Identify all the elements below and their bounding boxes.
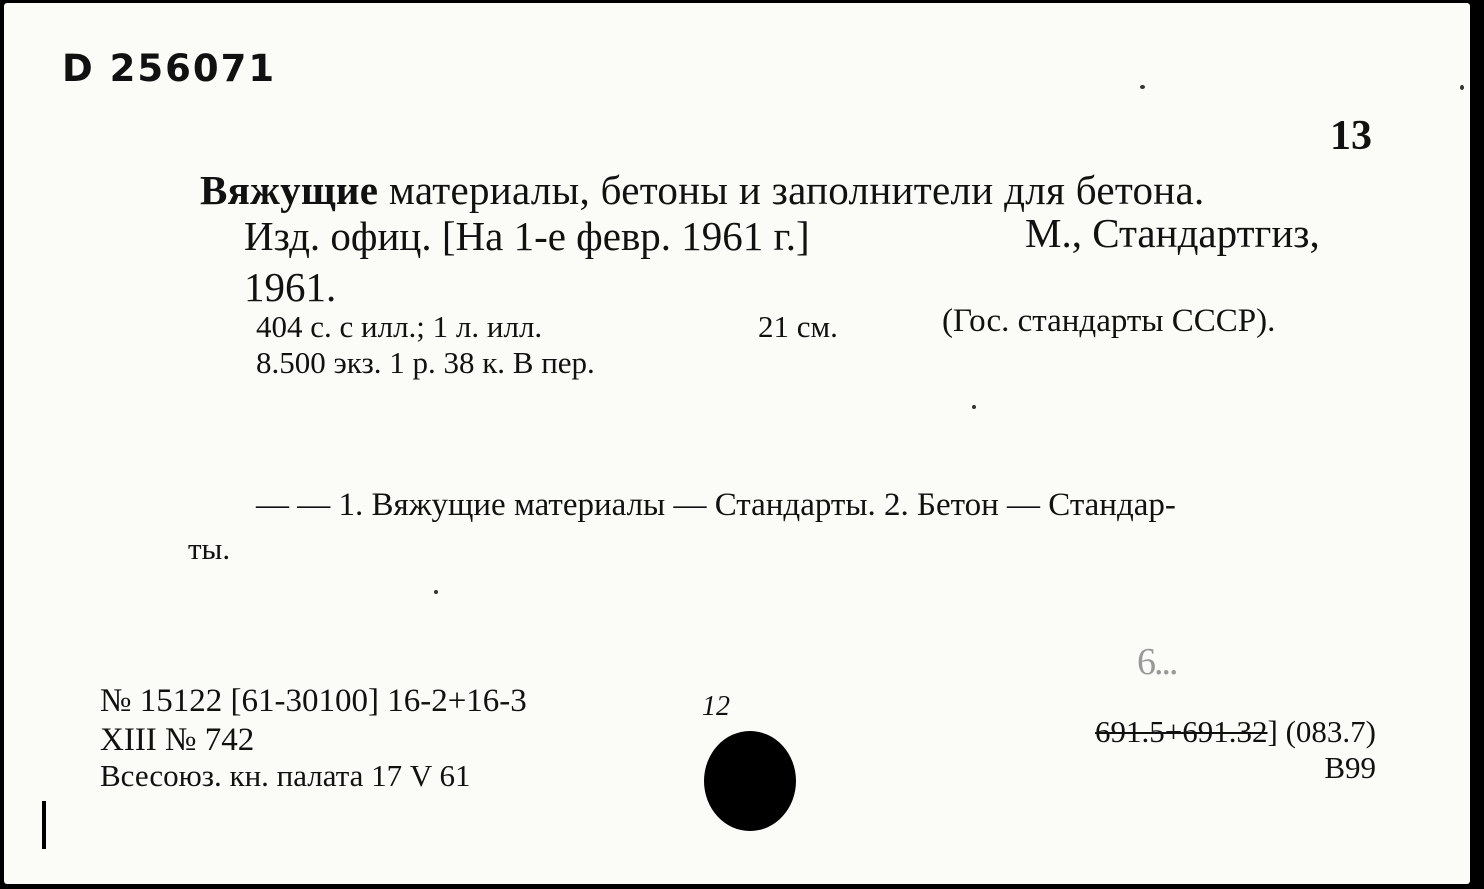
udc-code: [1095, 716, 1376, 747]
collation-pages: 404 с. с илл.; 1 л. илл.: [256, 309, 543, 344]
page-number: 13: [1330, 113, 1372, 159]
handwritten-mark: 12: [702, 691, 730, 722]
registry-chamber: Всесоюз. кн. палата 17 V 61: [100, 758, 471, 793]
card-id: D 256071: [62, 47, 277, 90]
title-bold: Вяжущие: [200, 167, 379, 213]
speck: [972, 405, 976, 409]
subject-headings-continued: ты.: [188, 531, 231, 566]
catalog-card: [4, 3, 1470, 884]
edge-mark: [42, 801, 46, 849]
imprint-line: Изд. офиц. [На 1-е февр. 1961 г.]: [244, 213, 810, 259]
speck: [1460, 85, 1464, 90]
collation-size: 21 см.: [758, 309, 838, 344]
speck: [1140, 85, 1145, 89]
registry-volume: XIII № 742: [100, 722, 255, 758]
udc-struck: 691.5+691.32: [1095, 714, 1268, 749]
subject-headings: — — 1. Вяжущие материалы — Стандарты. 2. Бетон — Стандар-: [256, 487, 1176, 523]
title-rest: материалы, бетоны и заполнители для бетона.: [388, 167, 1205, 213]
collation-line-2: 8.500 экз. 1 р. 38 к. В пер.: [256, 345, 595, 380]
punch-hole: [704, 731, 796, 831]
bbk-code: В99: [1324, 750, 1376, 785]
faded-stamp: 6...: [1137, 641, 1177, 683]
collation-series: (Гос. стандарты СССР).: [942, 303, 1276, 339]
registry-number: № 15122 [61-30100] 16-2+16-3: [100, 683, 527, 719]
imprint-place: М., Стандартгиз,: [1025, 210, 1320, 256]
imprint-year: 1961.: [244, 264, 337, 310]
title-line: [200, 167, 1205, 213]
speck: [434, 590, 438, 594]
udc-rest: ] (083.7): [1267, 714, 1376, 749]
